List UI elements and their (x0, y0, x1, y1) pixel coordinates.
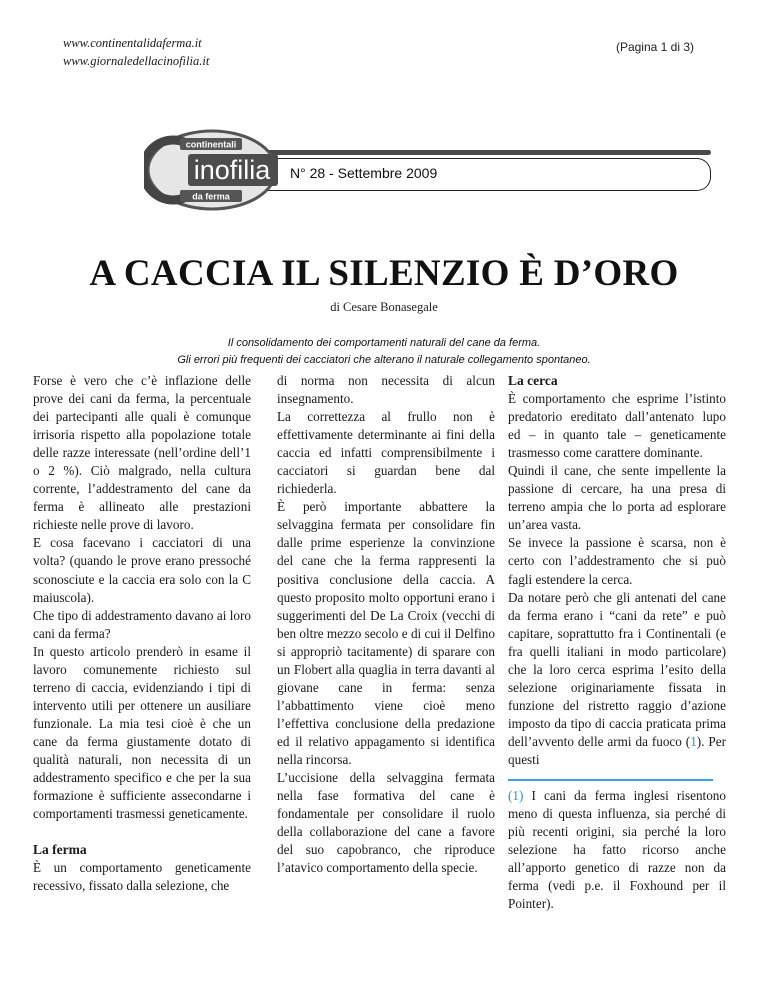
paragraph: È comportamento che esprime l’istinto predatorio ereditato dall’antenato lupo ed – in quanto tale – geneticamente trasmesso come carattere dominante. (508, 391, 726, 461)
footnote-text: I cani da ferma inglesi risentono meno di questa influenza, sia perché di più recenti origini, sia perché la loro selezione ha fatto ricorso anche all’apporto genetico di razze non da ferma (vedi p.e. il Foxhound per il Pointer). (508, 788, 726, 912)
logo-main-text: inofilia (193, 155, 271, 185)
paragraph-text: ). Per questi (508, 733, 726, 767)
paragraph: In questo articolo prenderò in esame il lavoro comunemente richiesto sul terreno di caccia, evidenziando i tipi di intervento utili per ottenere un ausiliare funzionale. La mia tesi cioè è che un cane da ferma giustamente dotato di qualità naturali, non necessita di un addestramento specifico e che per la sua formazione è sufficiente assecondarne i comportamenti trasmessi geneticamente. (33, 643, 251, 822)
logo-bottom-text: da ferma (192, 191, 230, 202)
masthead-bar (263, 150, 711, 155)
footnote (508, 787, 726, 913)
section-heading-ferma: La ferma (33, 842, 87, 858)
cinofilia-logo (144, 128, 280, 212)
paragraph-text: Da notare però che gli antenati del cane da ferma erano i “cani da rete” e può capitare, soprattutto fra i Continentali (e fra quelli italiani in modo particolare) che la loro cerca esprima l’esito della selezione originariamente fissata in funzione del ristretto raggio d’azione imposto da tipo di caccia praticata prima dell’avvento delle armi da fuoco ( (508, 589, 726, 749)
article-title: A CACCIA IL SILENZIO È D’ORO (89, 253, 679, 294)
paragraph: La correttezza al frullo non è effettivamente determinante ai fini della caccia ed infatti comprensibilmente i cacciatori si guardan bene dal richiederla. (277, 409, 495, 497)
article-author: di Cesare Bonasegale (330, 300, 438, 314)
paragraph (508, 589, 726, 769)
paragraph: È un comportamento geneticamente recessivo, fissato dalla selezione, che (33, 860, 251, 894)
paragraph: Forse è vero che c’è inflazione delle prove dei cani da ferma, la percentuale dei partecipanti alle quali è comunque irrisoria rispetto alla popolazione totale delle razze interessate (nell’ordine dell’1 o 2 %). Ciò malgrado, nella cultura corrente, l’addestramento del cane da ferma è allineato alle prestazioni richieste nelle prove di lavoro. (33, 373, 251, 533)
footnote-divider (508, 779, 713, 781)
paragraph: Che tipo di addestramento davano ai loro cani da ferma? (33, 607, 251, 641)
logo-top-text: continentali (185, 139, 237, 150)
footnote-link[interactable]: 1 (690, 733, 697, 749)
article-subtitle (0, 335, 768, 369)
paragraph: L’uccisione della selvaggina fermata nella fase formativa del cane è fondamentale per consolidare il ruolo della collaborazione del cane a favore del suo capobranco, che riproduce l’atavico comportamento della specie. (277, 770, 495, 876)
column-1 (33, 372, 251, 895)
paragraph: Se invece la passione è scarsa, non è certo con l’addestramento che si può fagli estendere la cerca. (508, 535, 726, 587)
subtitle-line-1: Il consolidamento dei comportamenti naturali del cane da ferma. (227, 337, 541, 349)
section-heading-cerca: La cerca (508, 373, 558, 388)
paragraph: Quindi il cane, che sente impellente la passione di cercare, ha una presa di terreno ampia che lo porta ad esplorare un’area vasta. (508, 463, 726, 533)
subtitle-line-2: Gli errori più frequenti dei cacciatori che alterano il naturale collegamento spontaneo. (177, 354, 591, 366)
site-links (63, 34, 209, 70)
paragraph: di norma non necessita di alcun insegnamento. (277, 373, 495, 407)
paragraph: E cosa facevano i cacciatori di una volta? (quando le prove erano pressoché sconosciute e la caccia era solo con la C maiuscola). (33, 535, 251, 605)
paragraph: È però importante abbattere la selvaggina fermata per consolidare fin dalle prime esperienze la convinzione del cane che la ferma rappresenti la positiva conclusione della caccia. A questo proposito molto opportuni erano i suggerimenti del De La Croix (vecchi di ben oltre mezzo secolo e di cui il Delfino si appropriò tacitamente) di sparare con un Flobert alla quaglia in terra davanti al giovane cane in ferma: senza l’abbattimento viene cioè meno l’effettiva conclusione della predazione ed il relativo appagamento si identifica nella rincorsa. (277, 499, 495, 767)
site-link-continentali[interactable]: www.continentalidaferma.it (63, 36, 202, 50)
column-2 (277, 372, 495, 877)
page-count: (Pagina 1 di 3) (615, 40, 694, 54)
column-3 (508, 372, 726, 913)
issue-number: N° 28 - Settembre 2009 (290, 165, 438, 181)
site-link-giornale[interactable]: www.giornaledellacinofilia.it (63, 54, 210, 68)
footnote-marker: (1) (508, 788, 524, 804)
